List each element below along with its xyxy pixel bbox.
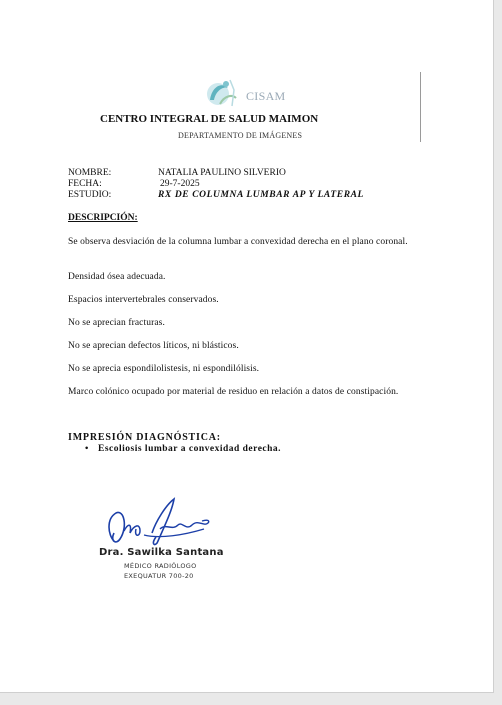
- description-paragraph: Densidad ósea adecuada.: [68, 272, 166, 282]
- description-paragraph: No se aprecia espondilolistesis, ni espondilólisis.: [68, 364, 260, 374]
- description-paragraph: No se aprecian defectos líticos, ni blásticos.: [68, 341, 239, 351]
- date-value: 29-7-2025: [160, 179, 200, 189]
- impression-item-text: Escoliosis lumbar a convexidad derecha.: [98, 444, 282, 454]
- department-name: DEPARTAMENTO DE IMÁGENES: [178, 131, 303, 140]
- impression-title: IMPRESIÓN DIAGNÓSTICA:: [68, 432, 221, 443]
- description-paragraph: No se aprecian fracturas.: [68, 318, 165, 328]
- study-label: ESTUDIO:: [68, 190, 112, 200]
- name-value: NATALIA PAULINO SILVERIO: [158, 168, 286, 178]
- handwritten-signature: [100, 497, 220, 553]
- description-title: DESCRIPCIÓN:: [68, 213, 138, 223]
- signer-name: Dra. Sawilka Santana: [99, 547, 224, 558]
- description-paragraph: Marco colónico ocupado por material de residuo en relación a datos de constipación.: [68, 387, 399, 397]
- logo-text: CISAM: [246, 89, 286, 103]
- header-divider: [420, 72, 421, 142]
- signer-role: MÉDICO RADIÓLOGO: [124, 562, 197, 570]
- signer-exequatur: EXEQUATUR 700-20: [124, 572, 194, 580]
- institution-name: CENTRO INTEGRAL DE SALUD MAIMON: [100, 113, 319, 125]
- study-row: [68, 190, 364, 200]
- study-value: RX DE COLUMNA LUMBAR AP Y LATERAL: [158, 190, 364, 200]
- name-label: NOMBRE:: [68, 168, 112, 178]
- description-paragraph: Espacios intervertebrales conservados.: [68, 295, 219, 305]
- impression-item: [85, 444, 281, 454]
- bullet-icon: •: [85, 444, 89, 454]
- date-row: [68, 179, 200, 189]
- date-label: FECHA:: [68, 179, 102, 189]
- patient-name-row: [68, 168, 286, 178]
- description-paragraph: Se observa desviación de la columna lumbar a convexidad derecha en el plano coronal.: [68, 237, 408, 247]
